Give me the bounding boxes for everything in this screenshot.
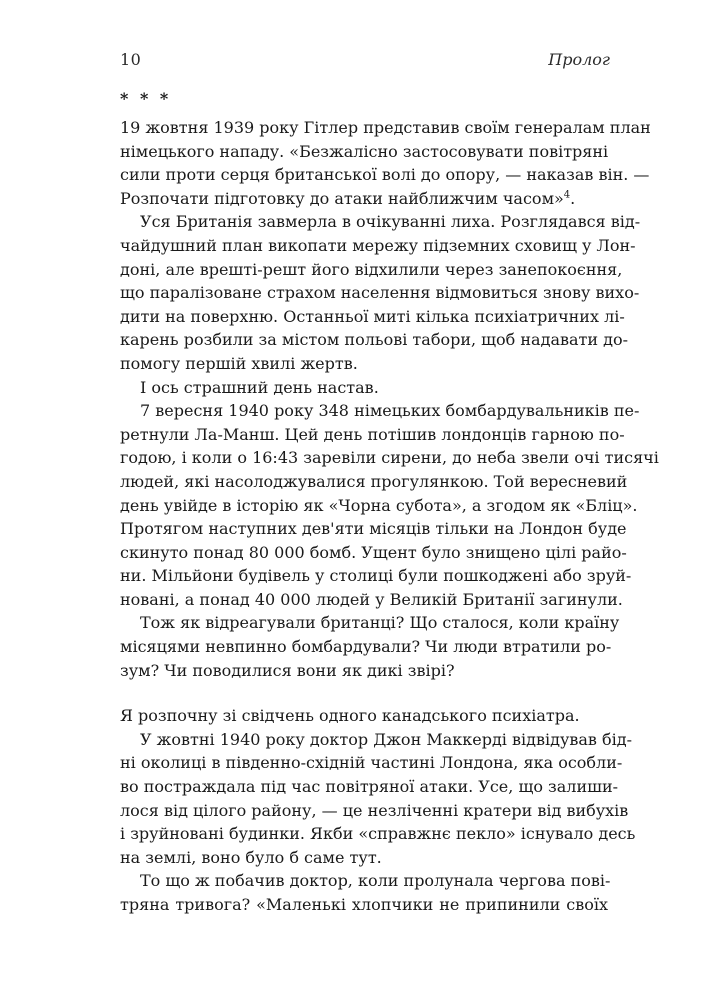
section-separator: * * *	[120, 89, 172, 108]
text-line: скинуто понад 80 000 бомб. Ущент було знищено цілі райо-	[120, 542, 627, 562]
footnote-reference: 4	[563, 189, 571, 201]
text-line: Тож як відреагували британці? Що сталося, коли країну	[140, 613, 620, 633]
text-line: людей, які насолоджувалися прогулянкою. Той вересневий	[120, 471, 628, 491]
text-line: день увійде в історію як «Чорна субота», а згодом як «Бліц».	[120, 495, 638, 515]
text-line: на землі, воно було б саме тут.	[120, 847, 382, 867]
text-line: і зруйновані будинки. Якби «справжнє пекло» існувало десь	[120, 824, 636, 844]
text-line: І ось страшний день настав.	[140, 377, 379, 397]
running-head-section-title: Пролог	[548, 50, 610, 69]
text-line: тряна тривога? «Маленькі хлопчики не припинили своїх	[120, 895, 608, 914]
text-line: 19 жовтня 1939 року Гітлер представив своїм генералам план	[120, 118, 651, 137]
text-line: во постраждала під час повітряної атаки. Усе, що залиши-	[120, 777, 619, 797]
text-line: доні, але врешті-решт його відхилили через занепокоєння,	[120, 259, 623, 279]
paragraph	[120, 210, 641, 375]
paragraph	[120, 728, 636, 870]
text-line: ни. Мільйони будівель у столиці були пошкоджені або зруй-	[120, 566, 632, 586]
text-line: німецького нападу. «Безжалісно застосовувати повітряні	[120, 141, 609, 161]
text-line: Я розпочну зі свідчень одного канадського психіатра.	[120, 706, 580, 726]
section-gap	[120, 682, 608, 704]
text-line: дити на поверхню. Останньої миті кілька психіатричних лі-	[120, 306, 625, 326]
text-line: ретнули Ла-Манш. Цей день потішив лондонців гарною по-	[120, 424, 625, 444]
text-line: ні околиці в південно-східній частині Лондона, яка особли-	[120, 753, 623, 773]
text-line: 7 вересня 1940 року 348 німецьких бомбардувальників пе-	[140, 401, 640, 421]
text-line: сили проти серця британської волі до опору, — наказав він. —	[120, 165, 650, 185]
text-line: лося від цілого району, — це незліченні кратери від вибухів	[120, 800, 629, 820]
text-line: У жовтні 1940 року доктор Джон Маккерді відвідував бід-	[140, 729, 633, 749]
paragraph	[120, 376, 608, 400]
text-line: новані, а понад 40 000 людей у Великій Британії загинули.	[120, 589, 623, 609]
text-line	[120, 187, 608, 211]
text-line: що паралізоване страхом населення відмовиться знову вихо-	[120, 283, 640, 303]
text-line-content: Розпочати підготовку до атаки найближчим часом»	[120, 188, 564, 208]
paragraph	[120, 611, 620, 682]
page-number: 10	[120, 50, 142, 69]
text-line: Уся Британія завмерла в очікуванні лиха. Розглядався від-	[140, 212, 641, 232]
text-line: чайдушний план викопати мережу підземних сховищ у Лон-	[120, 235, 636, 255]
text-line: зум? Чи поводилися вони як дикі звірі?	[120, 660, 455, 680]
text-line: місяцями невпинно бомбардували? Чи люди втратили ро-	[120, 637, 612, 657]
paragraph	[120, 399, 659, 611]
paragraph	[120, 704, 608, 728]
paragraph	[120, 869, 611, 916]
text-line: годою, і коли о 16:43 заревіли сирени, до неба звели очі тисячі	[120, 448, 659, 468]
text-line: помогу першій хвилі жертв.	[120, 353, 358, 373]
text-line: карень розбили за містом польові табори, щоб надавати до-	[120, 330, 629, 350]
paragraph	[120, 116, 651, 210]
text-line-end: .	[570, 188, 576, 208]
body-text	[120, 88, 659, 917]
text-line: То що ж побачив доктор, коли пролунала чергова пові-	[140, 871, 611, 891]
text-line: Протягом наступних дев'яти місяців тільки на Лондон буде	[120, 519, 627, 539]
